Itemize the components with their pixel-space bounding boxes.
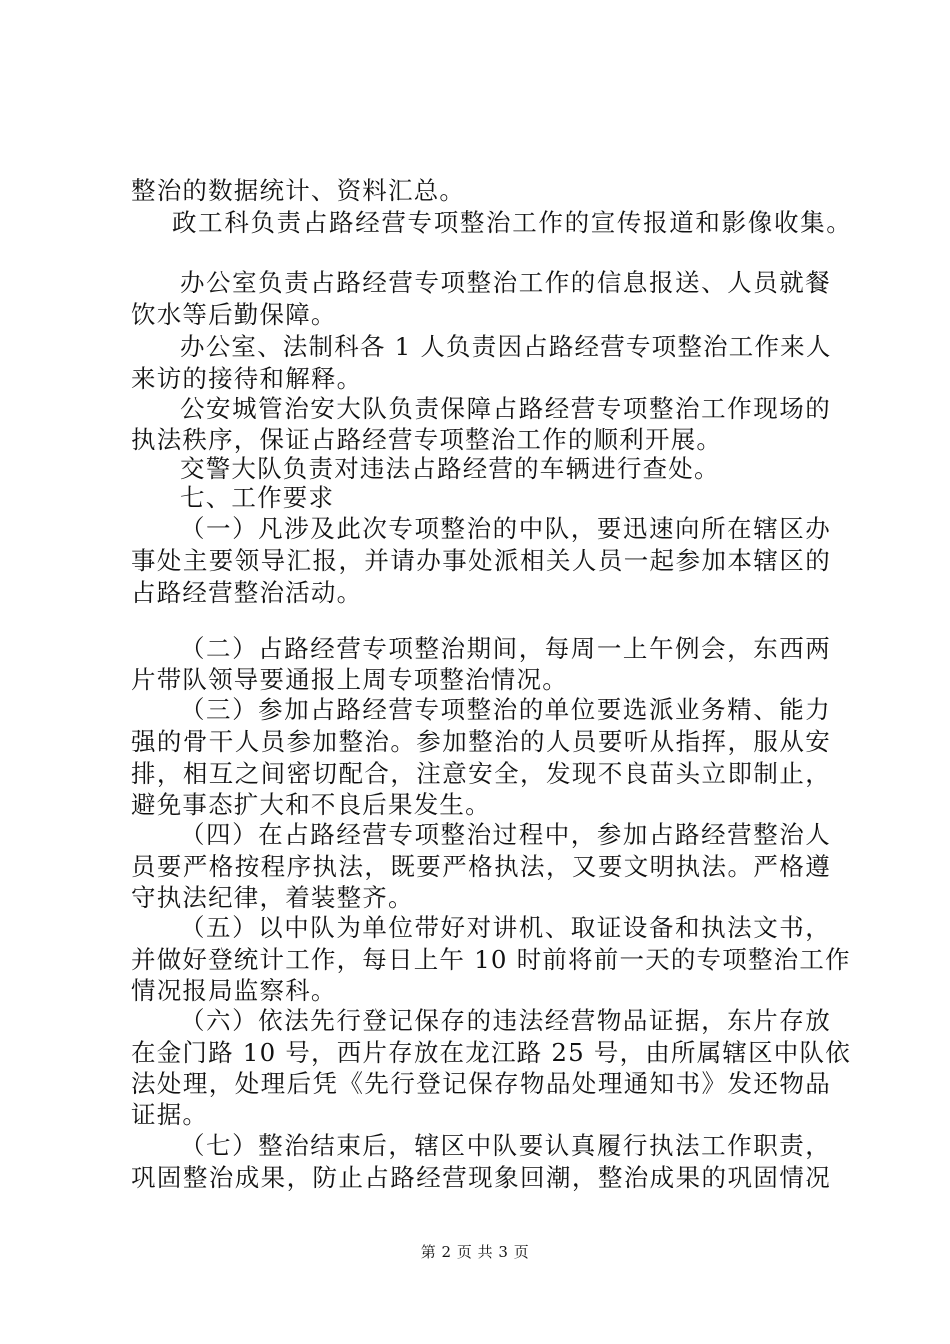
paragraph-line: 员要严格按程序执法，既要严格执法，又要文明执法。严格遵 [131, 852, 831, 881]
paragraph-line: （三）参加占路经营专项整治的单位要选派业务精、能力 [180, 695, 831, 724]
paragraph-line: 占路经营整治活动。 [131, 578, 363, 607]
paragraph-line: 公安城管治安大队负责保障占路经营专项整治工作现场的 [180, 394, 831, 423]
paragraph-line: 整治的数据统计、资料汇总。 [131, 176, 466, 205]
paragraph-line: 片带队领导要通报上周专项整治情况。 [131, 665, 568, 694]
section-heading: 七、工作要求 [180, 483, 335, 512]
paragraph-line: （七）整治结束后，辖区中队要认真履行执法工作职责， [180, 1131, 831, 1160]
paragraph-line: 交警大队负责对违法占路经营的车辆进行查处。 [180, 454, 720, 483]
paragraph-line: 办公室、法制科各 1 人负责因占路经营专项整治工作来人 [180, 332, 832, 361]
paragraph-line: 避免事态扩大和不良后果发生。 [131, 790, 491, 819]
paragraph-line: 并做好登统计工作，每日上午 10 时前将前一天的专项整治工作 [131, 945, 851, 974]
paragraph-line: 排，相互之间密切配合，注意安全，发现不良苗头立即制止， [131, 759, 831, 788]
paragraph-line: 执法秩序，保证占路经营专项整治工作的顺利开展。 [131, 425, 723, 454]
paragraph-line: 法处理，处理后凭《先行登记保存物品处理通知书》发还物品 [131, 1069, 831, 1098]
paragraph-line: 证据。 [131, 1100, 209, 1129]
paragraph-line: 守执法纪律，着装整齐。 [131, 883, 414, 912]
paragraph-line: 饮水等后勤保障。 [131, 300, 337, 329]
paragraph-line: （六）依法先行登记保存的违法经营物品证据，东片存放 [180, 1006, 831, 1035]
paragraph-line: 巩固整治成果，防止占路经营现象回潮，整治成果的巩固情况 [131, 1163, 831, 1192]
paragraph-line: （五）以中队为单位带好对讲机、取证设备和执法文书， [180, 913, 831, 942]
paragraph-line: （一）凡涉及此次专项整治的中队，要迅速向所在辖区办 [180, 514, 831, 543]
paragraph-line: 政工科负责占路经营专项整治工作的宣传报道和影像收集。 [172, 208, 852, 237]
paragraph-line: 来访的接待和解释。 [131, 364, 363, 393]
paragraph-line: 事处主要领导汇报，并请办事处派相关人员一起参加本辖区的 [131, 546, 831, 575]
paragraph-line: 在金门路 10 号，西片存放在龙江路 25 号，由所属辖区中队依 [131, 1038, 851, 1067]
paragraph-line: 情况报局监察科。 [131, 976, 337, 1005]
paragraph-line: （二）占路经营专项整治期间，每周一上午例会，东西两 [180, 634, 831, 663]
paragraph-line: （四）在占路经营专项整治过程中，参加占路经营整治人 [180, 820, 831, 849]
paragraph-line: 强的骨干人员参加整治。参加整治的人员要听从指挥，服从安 [131, 727, 831, 756]
paragraph-line: 办公室负责占路经营专项整治工作的信息报送、人员就餐 [180, 268, 831, 297]
page-number-footer: 第 2 页 共 3 页 [420, 1243, 530, 1261]
